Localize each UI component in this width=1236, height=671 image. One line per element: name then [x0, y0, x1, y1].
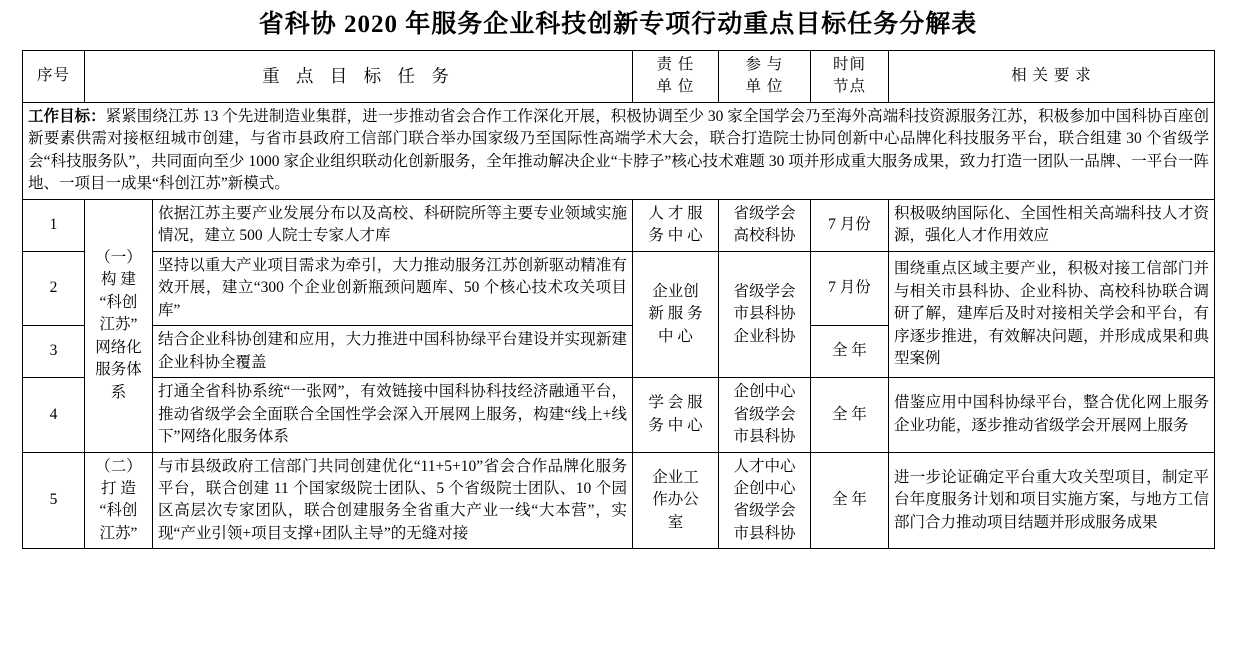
row-time: 全 年: [811, 378, 889, 452]
resp-line1: 企业创: [652, 282, 699, 300]
group1-line6: 服务体: [95, 361, 142, 379]
group1-line4: 江苏”: [99, 316, 138, 334]
group1-line7: 系: [110, 383, 127, 401]
row-seq: 4: [23, 378, 85, 452]
row-time: 全 年: [811, 452, 889, 549]
row-responsible: [633, 251, 719, 377]
group1-line5: 网络化: [95, 338, 142, 356]
row-time: 全 年: [811, 326, 889, 378]
page-title: 省科协 2020 年服务企业科技创新专项行动重点目标任务分解表: [258, 11, 978, 38]
part-line1: 省级学会: [733, 204, 796, 222]
row-participant: [719, 251, 811, 377]
row-requirement: 围绕重点区域主要产业，积极对接工信部门并与相关市县科协、企业科协、高校科协联合调研了解，建库后及时对接相关学会和平台，有序逐步推进，有效解决问题，并形成成果和典型案例: [889, 251, 1215, 377]
row-task: 坚持以重大产业项目需求为牵引，大力推动服务江苏创新驱动精准有效开展，建立“300 个企业创新瓶颈问题库、50 个核心技术攻关项目库”: [153, 251, 633, 325]
header-participant: [719, 51, 811, 103]
work-goal-cell: [23, 102, 1215, 199]
group2-line4: 江苏”: [99, 524, 138, 542]
header-task: 重 点 目 标 任 务: [85, 51, 633, 103]
group1-line1: （一）: [95, 249, 142, 267]
row-requirement: 借鉴应用中国科协绿平台，整合优化网上服务企业功能，逐步推动省级学会开展网上服务: [889, 378, 1215, 452]
part-line1: 省级学会: [733, 282, 796, 300]
group-label-1: [85, 199, 153, 452]
header-requirement: 相 关 要 求: [889, 51, 1215, 103]
resp-line1: 学 会 服: [648, 394, 703, 412]
header-responsible-line1: 责 任: [656, 56, 695, 73]
header-responsible: [633, 51, 719, 103]
row-time: 7 月份: [811, 199, 889, 251]
part-line2: 高校科协: [733, 227, 796, 245]
resp-line2: 作办公: [652, 491, 699, 509]
part-line3: 市县科协: [733, 428, 796, 446]
group2-line1: （二）: [95, 457, 142, 475]
table-row: [23, 378, 1215, 452]
row-seq: 5: [23, 452, 85, 549]
header-participant-line1: 参 与: [745, 56, 784, 73]
table-row: [23, 199, 1215, 251]
part-line4: 市县科协: [733, 524, 796, 542]
header-responsible-line2: 单 位: [656, 78, 695, 96]
group2-line3: “科创: [99, 502, 138, 520]
resp-line2: 务 中 心: [648, 227, 703, 245]
header-participant-line2: 单 位: [745, 78, 784, 96]
row-responsible: [633, 199, 719, 251]
group1-line3: “科创: [99, 293, 138, 311]
resp-line3: 室: [667, 513, 684, 531]
resp-line2: 务 中 心: [648, 416, 703, 434]
row-responsible: [633, 378, 719, 452]
group1-line2: 构 建: [101, 271, 136, 289]
part-line1: 企创中心: [733, 383, 796, 401]
group-label-2: [85, 452, 153, 549]
part-line2: 企创中心: [733, 479, 796, 497]
row-seq: 2: [23, 251, 85, 325]
row-task: 依据江苏主要产业发展分布以及高校、科研院所等主要专业领域实施情况，建立 500 人院士专家人才库: [153, 199, 633, 251]
goal-row: [23, 102, 1215, 199]
group2-line2: 打 造: [101, 479, 136, 497]
task-breakdown-table: [22, 50, 1215, 549]
row-requirement: 积极吸纳国际化、全国性相关高端科技人才资源，强化人才作用效应: [889, 199, 1215, 251]
row-task: 结合企业科协创建和应用，大力推进中国科协绿平台建设并实现新建企业科协全覆盖: [153, 326, 633, 378]
row-requirement: 进一步论证确定平台重大攻关型项目，制定平台年度服务计划和项目实施方案，与地方工信部门合力推动项目结题并形成服务成果: [889, 452, 1215, 549]
part-line2: 市县科协: [733, 305, 796, 323]
row-participant: [719, 452, 811, 549]
part-line3: 省级学会: [733, 502, 796, 520]
row-participant: [719, 378, 811, 452]
row-time: 7 月份: [811, 251, 889, 325]
header-seq: 序号: [23, 51, 85, 103]
row-responsible: [633, 452, 719, 549]
resp-line3: 中 心: [658, 327, 693, 345]
table-row: [23, 452, 1215, 549]
row-task: 与市县级政府工信部门共同创建优化“11+5+10”省会合作品牌化服务平台，联合创建 11 个国家级院士团队、5 个省级院士团队、10 个园区高层次专家团队，联合创建服务全省重大产业一线“大本营”，实现“产业引领+项目支撑+团队主导”的无缝对接: [153, 452, 633, 549]
work-goal-text: 紧紧围绕江苏 13 个先进制造业集群，进一步推动省会合作工作深化开展，积极协调至少 30 家全国学会乃至海外高端科技资源服务江苏，积极参加中国科协百座创新要素供需对接枢纽城市创建，与省市县政府工信部门联合举办国家级乃至国际性高端学术大会，联合打造院士协同创新中心品牌化科技服务平台，联合组建 30 个省级学会“科技服务队”，共同面向至少 1000 家企业组织联动化创新服务，全年推动解决企业“卡脖子”核心技术难题 30 项并形成重大服务成果，致力打造一团队一品牌、一平台一阵地、一项目一成果“科创江苏”新模式。: [28, 107, 1209, 193]
header-time-line2: 节点: [832, 78, 866, 96]
part-line1: 人才中心: [733, 457, 796, 475]
row-participant: [719, 199, 811, 251]
header-time-line1: 时间: [832, 56, 866, 73]
table-header-row: [23, 51, 1215, 103]
table-row: [23, 251, 1215, 325]
row-task: 打通全省科协系统“一张网”，有效链接中国科协科技经济融通平台，推动省级学会全面联合全国性学会深入开展网上服务，构建“线上+线下”网络化服务体系: [153, 378, 633, 452]
resp-line2: 新 服 务: [648, 305, 703, 323]
resp-line1: 人 才 服: [648, 204, 703, 222]
resp-line1: 企业工: [652, 468, 699, 486]
row-seq: 3: [23, 326, 85, 378]
part-line2: 省级学会: [733, 405, 796, 423]
row-seq: 1: [23, 199, 85, 251]
header-time: [811, 51, 889, 103]
work-goal-label: 工作目标：: [28, 107, 106, 125]
part-line3: 企业科协: [733, 327, 796, 345]
